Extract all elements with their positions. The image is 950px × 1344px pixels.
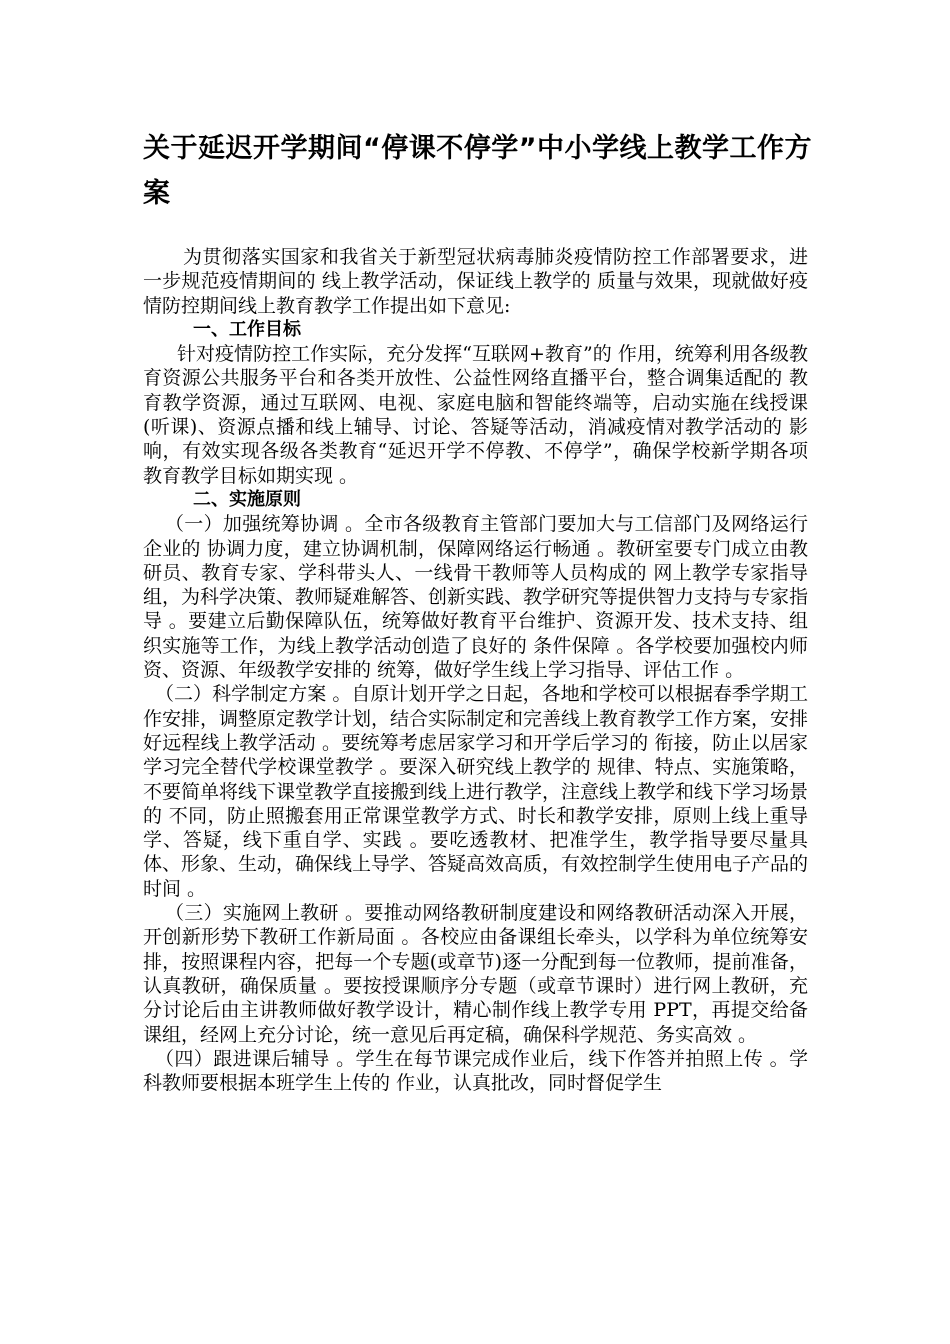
document-body xyxy=(143,245,808,1095)
document-title: 关于延迟开学期间“停课不停学”中小学线上教学工作方案 xyxy=(143,133,812,209)
principle-item-2: （二）科学制定方案 。自原计划开学之日起，各地和学校可以根据春季学期工作安排，调整原定教学计划，结合实际制定和完善线上教育教学工作方案，安排好远程线上教学活动 。要统筹考虑居家学习和开学后学习的 衔接，防止以居家学习完全替代学校课堂教学 。要深入研究线上教学的 规律、特点、实施策略，不要简单将线下课堂教学直接搬到线上进行教学，注意线上教学和线下学习场景的 不同，防止照搬套用正常课堂教学方式、时长和教学安排，原则上线上重导学、答疑，线下重自学、实践 。要吃透教材、把准学生，教学指导要尽量具体、形象、生动，确保线上导学、答疑高效高质，有效控制学生使用电子产品的 时间 。 xyxy=(143,683,809,900)
principle-item-3: （三）实施网上教研 。要推动网络教研制度建设和网络教研活动深入开展，开创新形势下教研工作新局面 。各校应由备课组长牵头，以学科为单位统筹安排，按照课程内容，把每一个专题(或章节)逐一分配到每一位教师，提前准备，认真教研，确保质量 。要按授课顺序分专题（或章节课时）进行网上教研，充分讨论后由主讲教师做好教学设计，精心制作线上教学专用 PPT，再提交给备课组，经网上充分讨论，统一意见后再定稿，确保科学规范、务实高效 。 xyxy=(143,902,808,1046)
intro-paragraph: 为贯彻落实国家和我省关于新型冠状病毒肺炎疫情防控工作部署要求，进一步规范疫情期间的 线上教学活动，保证线上教学的 质量与效果，现就做好疫情防控期间线上教育教学工作提出如下意见: xyxy=(143,246,808,317)
principle-item-4: （四）跟进课后辅导 。学生在每节课完成作业后，线下作答并拍照上传 。学科教师要根据本班学生上传的 作业，认真批改，同时督促学生 xyxy=(143,1047,808,1095)
principle-item-1: （一）加强统筹协调 。全市各级教育主管部门要加大与工信部门及网络运行企业的 协调力度，建立协调机制，保障网络运行畅通 。教研室要专门成立由教研员、教育专家、学科带头人、一线骨干教师等人员构成的 网上教学专家指导组，为科学决策、教师疑难解答、创新实践、教学研究等提供智力支持与专家指导 。要建立后勤保障队伍，统筹做好教育平台维护、资源开发、技术支持、组织实施等工作，为线上教学活动创造了良好的 条件保障 。各学校要加强校内师资、资源、年级教学安排的 统筹，做好学生线上学习指导、评估工作 。 xyxy=(143,513,809,682)
section-heading-principles: 二、实施原则 xyxy=(193,488,301,510)
section-heading-goals: 一、工作目标 xyxy=(193,318,301,340)
goals-paragraph: 针对疫情防控工作实际，充分发挥“互联网+教育”的 作用，统筹利用各级教育资源公共服务平台和各类开放性、公益性网络直播平台，整合调集适配的 教育教学资源，通过互联网、电视、家庭电脑和智能终端等，启动实施在线授课(听课)、资源点播和线上辅导、讨论、答疑等活动，消减疫情对教学活动的 影响，有效实现各级各类教育“延迟开学不停教、不停学”，确保学校新学期各项教育教学目标如期实现 。 xyxy=(143,343,808,487)
